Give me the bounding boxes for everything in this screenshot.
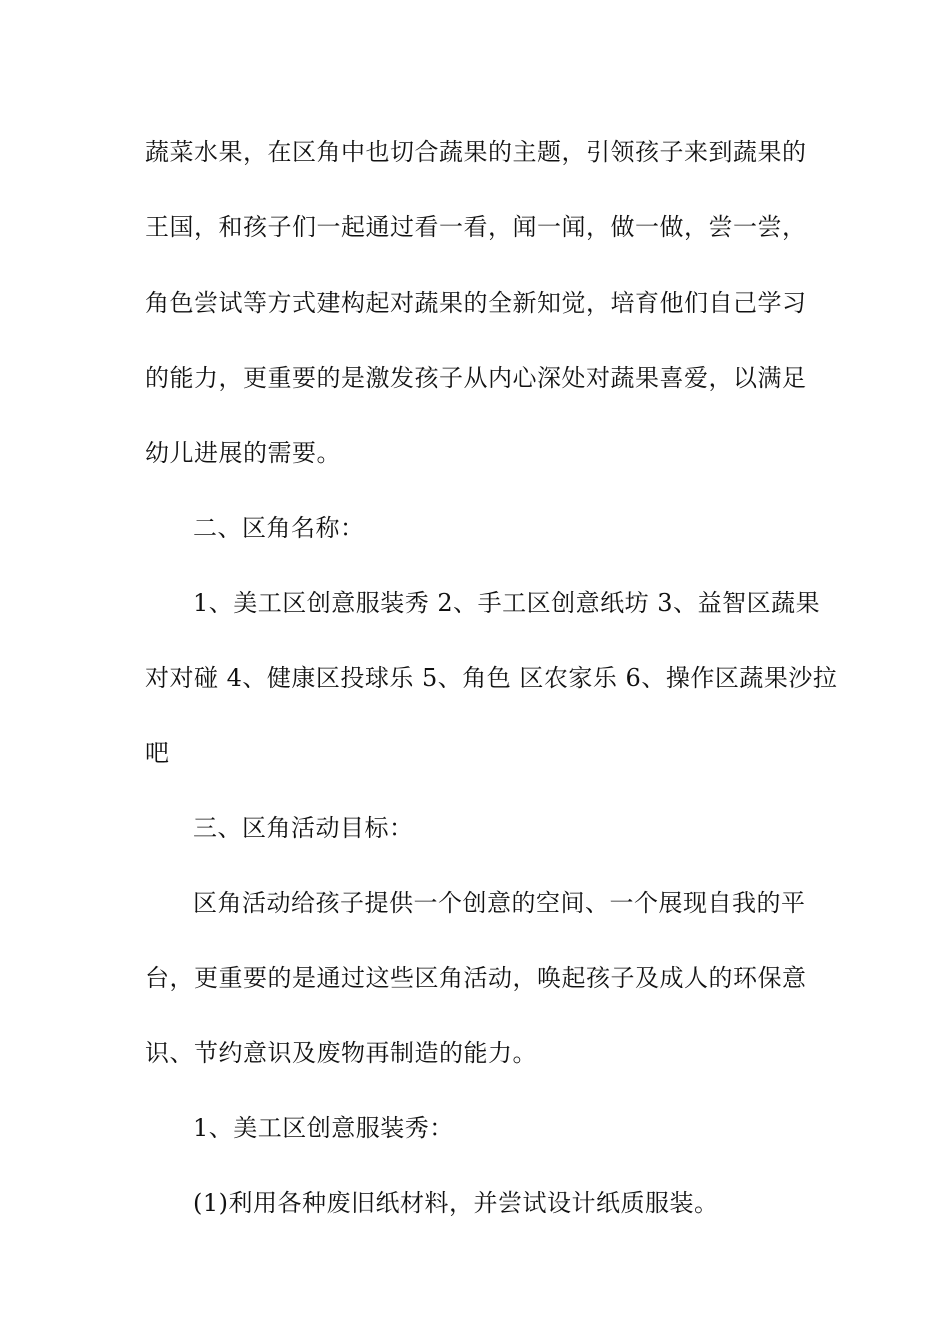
paragraph-line: 识、节约意识及废物再制造的能力。 bbox=[145, 1039, 537, 1067]
paragraph-line: 王国，和孩子们一起通过看一看，闻一闻，做一做，尝一尝， bbox=[145, 213, 807, 241]
paragraph-line: 角色尝试等方式建构起对蔬果的全新知觉，培育他们自己学习 bbox=[145, 289, 807, 317]
section-heading-activity-goals: 三、区角活动目标： bbox=[193, 814, 414, 842]
paragraph-line: 区角活动给孩子提供一个创意的空间、一个展现自我的平 bbox=[193, 889, 806, 917]
section-heading-corner-names: 二、区角名称： bbox=[193, 514, 365, 542]
paragraph-line: 吧 bbox=[145, 739, 170, 767]
paragraph-line: 的能力，更重要的是激发孩子从内心深处对蔬果喜爱，以满足 bbox=[145, 364, 807, 392]
paragraph-line: 对对碰 4、健康区投球乐 5、角色 区农家乐 6、操作区蔬果沙拉 bbox=[145, 664, 838, 692]
paragraph-line: 台，更重要的是通过这些区角活动，唤起孩子及成人的环保意 bbox=[145, 964, 807, 992]
subsection-heading-art-corner: 1、美工区创意服装秀： bbox=[193, 1114, 454, 1142]
paragraph-line: 幼儿进展的需要。 bbox=[145, 439, 341, 467]
paragraph-line: 蔬菜水果，在区角中也切合蔬果的主题，引领孩子来到蔬果的 bbox=[145, 138, 807, 166]
list-item: (1)利用各种废旧纸材料，并尝试设计纸质服装。 bbox=[193, 1189, 719, 1217]
paragraph-line: 1、美工区创意服装秀 2、手工区创意纸坊 3、益智区蔬果 bbox=[193, 589, 821, 617]
